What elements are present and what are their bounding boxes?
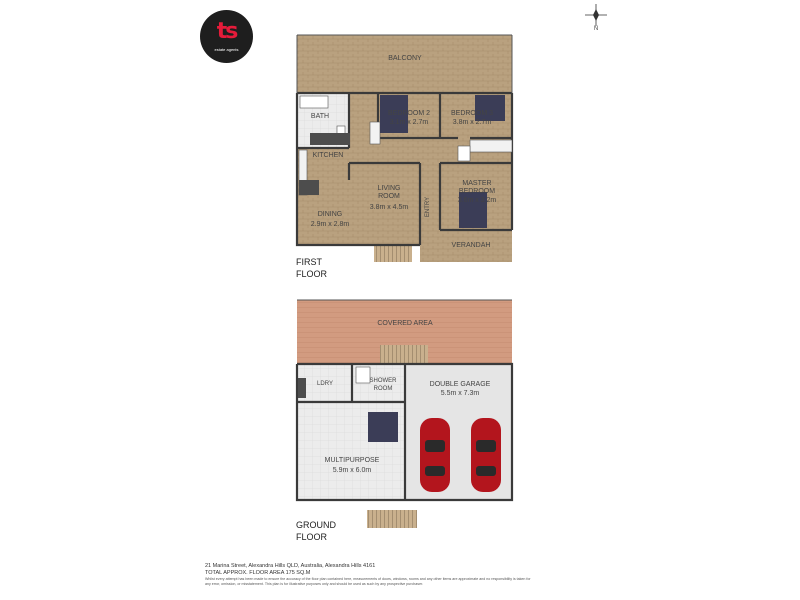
entry-label: ENTRY bbox=[425, 196, 431, 218]
car-right bbox=[471, 418, 501, 492]
double-garage-size: 5.5m x 7.3m bbox=[440, 390, 480, 397]
multipurpose-size: 5.9m x 6.0m bbox=[332, 467, 372, 474]
multipurpose-bed bbox=[368, 412, 398, 442]
bedroom-3-label: BEDROOM 3 bbox=[450, 110, 493, 117]
dining-label: DINING bbox=[317, 211, 343, 218]
ground-floor-heading: GROUND FLOOR bbox=[296, 520, 336, 542]
bath-label: BATH bbox=[310, 113, 330, 120]
first-floor-heading: FIRST FLOOR bbox=[296, 257, 328, 279]
compass-rose bbox=[585, 4, 607, 26]
double-garage-label: DOUBLE GARAGE bbox=[429, 381, 491, 388]
ground-stairs-upper bbox=[380, 345, 428, 363]
kitchen-label: KITCHEN bbox=[312, 152, 344, 159]
bath-vanity bbox=[310, 133, 350, 145]
laundry-label: LDRY bbox=[317, 381, 333, 387]
master-bedroom-size: 3.6m x 3.2m bbox=[457, 197, 497, 204]
linen bbox=[458, 146, 470, 161]
bedroom-3-size: 3.8m x 2.7m bbox=[452, 119, 492, 126]
disclaimer-text: Whilst every attempt has been made to ensure the accuracy of the floor plan contained here, measurements of doors, windows, rooms and any other items are approximate and no responsibility is taken for any error, omission, or misstatement. This plan is for illustrative purposes only and should be used as such by any prospective purchaser. bbox=[205, 577, 531, 586]
bedroom-2-size: 3.1m x 2.7m bbox=[389, 119, 429, 126]
ground-stairs-lower bbox=[367, 510, 417, 528]
bench bbox=[370, 122, 380, 144]
logo-subtitle: estate agents bbox=[214, 47, 239, 52]
bathtub bbox=[300, 96, 328, 108]
laundry-bench bbox=[298, 378, 306, 398]
living-room-label: LIVING ROOM bbox=[377, 185, 401, 200]
plan-footer bbox=[205, 563, 535, 586]
dining-size: 2.9m x 2.8m bbox=[310, 221, 350, 228]
property-address: 21 Marina Street, Alexandra Hills QLD, Australia, Alexandra Hills 4161 bbox=[205, 563, 376, 569]
car-left bbox=[420, 418, 450, 492]
logo-mark: ts bbox=[216, 19, 237, 44]
living-room-size: 3.8m x 4.5m bbox=[369, 204, 409, 211]
shower-room-label: SHOWER ROOM bbox=[369, 378, 397, 392]
multipurpose-label: MULTIPURPOSE bbox=[324, 457, 380, 464]
kitchen-island bbox=[299, 180, 319, 195]
first-floor-stairs bbox=[374, 246, 412, 262]
total-floor-area: TOTAL APPROX. FLOOR AREA 175 SQ.M bbox=[205, 570, 311, 576]
verandah-label: VERANDAH bbox=[451, 242, 491, 249]
ground-floor-plan bbox=[297, 300, 512, 528]
master-bedroom-label: MASTER BEDROOM bbox=[458, 180, 496, 195]
compass-north-label: N bbox=[593, 26, 599, 32]
bedroom-2-label: BEDROOM 2 bbox=[387, 110, 430, 117]
balcony-area bbox=[297, 35, 512, 93]
wardrobe bbox=[470, 140, 512, 152]
covered-area-label: COVERED AREA bbox=[377, 320, 433, 327]
balcony-label: BALCONY bbox=[388, 55, 422, 62]
